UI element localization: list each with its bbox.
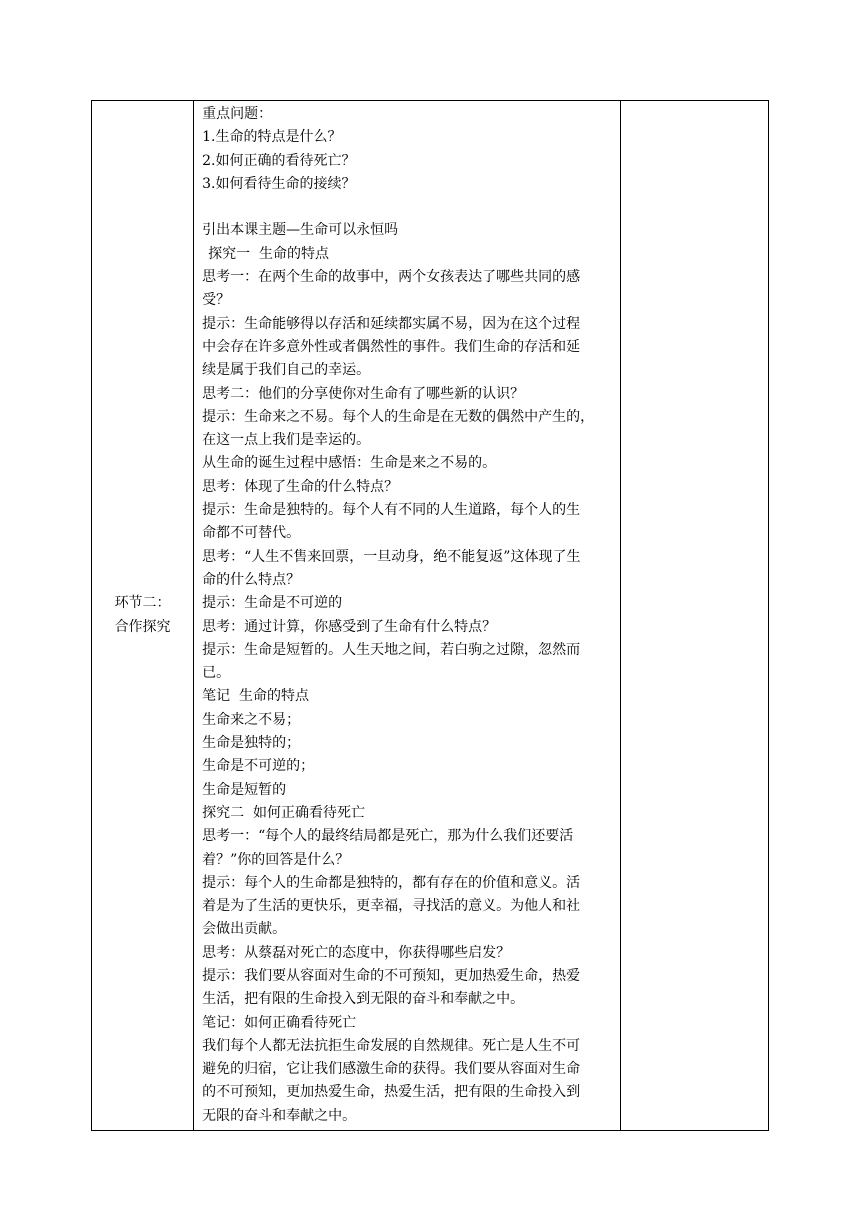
content-line: 无限的奋斗和奉献之中。: [202, 1107, 357, 1124]
content-line: 笔记 生命的特点: [202, 688, 310, 705]
content-line: 中会存在许多意外性或者偶然性的事件。我们生命的存活和延: [202, 338, 581, 355]
content-line: 生命来之不易；: [202, 711, 301, 728]
content-blank-line: [202, 196, 614, 219]
content-line: 避免的归宿，它让我们感激生命的获得。我们要从容面对生命: [202, 1061, 581, 1078]
content-line: 提示：我们要从容面对生命的不可预知，更加热爱生命，热爱: [202, 967, 581, 984]
content-line: 从生命的诞生过程中感悟：生命是来之不易的。: [202, 455, 497, 472]
content-line: 命都不可替代。: [202, 525, 301, 542]
content-line: 着？”你的回答是什么？: [202, 851, 350, 868]
content-line: 受？: [202, 292, 231, 309]
content-line: 思考：体现了生命的什么特点？: [202, 478, 399, 495]
content-line: 已。: [202, 665, 231, 682]
content-line: 引出本课主题—生命可以永恒吗: [202, 222, 399, 239]
content-line: 重点问题：: [202, 106, 273, 122]
content-line: 探究二 如何正确看待死亡: [202, 804, 366, 821]
notes-cell: [620, 101, 768, 1131]
content-line: 提示：生命能够得以存活和延续都实属不易，因为在这个过程: [202, 315, 581, 332]
content-line: 着是为了生活的更快乐，更幸福，寻找活的意义。为他人和社: [202, 898, 581, 915]
content-line: 提示：生命是独特的。每个人有不同的人生道路，每个人的生: [202, 502, 581, 519]
content-line: 的不可预知，更加热爱生命，热爱生活，把有限的生命投入到: [202, 1084, 581, 1101]
content-line: 提示：每个人的生命都是独特的，都有存在的价值和意义。活: [202, 874, 581, 891]
content-line: 2.如何正确的看待死亡？: [202, 152, 356, 169]
content-line: 思考一：“每个人的最终结局都是死亡，那为什么我们还要活: [202, 828, 574, 845]
content-line: 3.如何看待生命的接续？: [202, 175, 356, 192]
content-line: 思考一：在两个生命的故事中，两个女孩表达了哪些共同的感: [202, 269, 581, 286]
content-line: 续是属于我们自己的幸运。: [202, 362, 371, 379]
section-label-line-1: 环节二：: [114, 595, 171, 612]
content-line: 我们每个人都无法抗拒生命发展的自然规律。死亡是人生不可: [202, 1037, 581, 1054]
content-line: 思考二：他们的分享使你对生命有了哪些新的认识？: [202, 385, 525, 402]
lesson-plan-table: [91, 100, 769, 1131]
content-line: 提示：生命来之不易。每个人的生命是在无数的偶然中产生的，: [202, 408, 595, 425]
content-line: 会做出贡献。: [202, 921, 287, 938]
table-row: [92, 101, 769, 1131]
content-line: 在这一点上我们是幸运的。: [202, 432, 371, 449]
section-content-cell: [194, 101, 621, 1131]
content-line: 笔记：如何正确看待死亡: [202, 1014, 357, 1031]
content-line: 生命是短暂的: [202, 781, 287, 798]
content-line: 命的什么特点？: [202, 571, 301, 588]
section-label-line-2: 合作探究: [114, 618, 171, 635]
content-line: 1.生命的特点是什么？: [202, 129, 342, 146]
content-line: 提示：生命是不可逆的: [202, 595, 343, 612]
section-label-cell: [92, 101, 194, 1131]
content-line: 思考：通过计算，你感受到了生命有什么特点？: [202, 618, 497, 635]
content-line: 思考：“人生不售来回票，一旦动身，绝不能复返”这体现了生: [202, 548, 581, 565]
content-line: 提示：生命是短暂的。人生天地之间，若白驹之过隙，忽然而: [202, 641, 581, 658]
content-line: 探究一 生命的特点: [208, 245, 330, 262]
content-line: 生活，把有限的生命投入到无限的奋斗和奉献之中。: [202, 991, 525, 1008]
content-line: 生命是独特的；: [202, 735, 301, 752]
content-line: 生命是不可逆的；: [202, 758, 315, 775]
content-line: 思考：从蔡磊对死亡的态度中，你获得哪些启发？: [202, 944, 511, 961]
